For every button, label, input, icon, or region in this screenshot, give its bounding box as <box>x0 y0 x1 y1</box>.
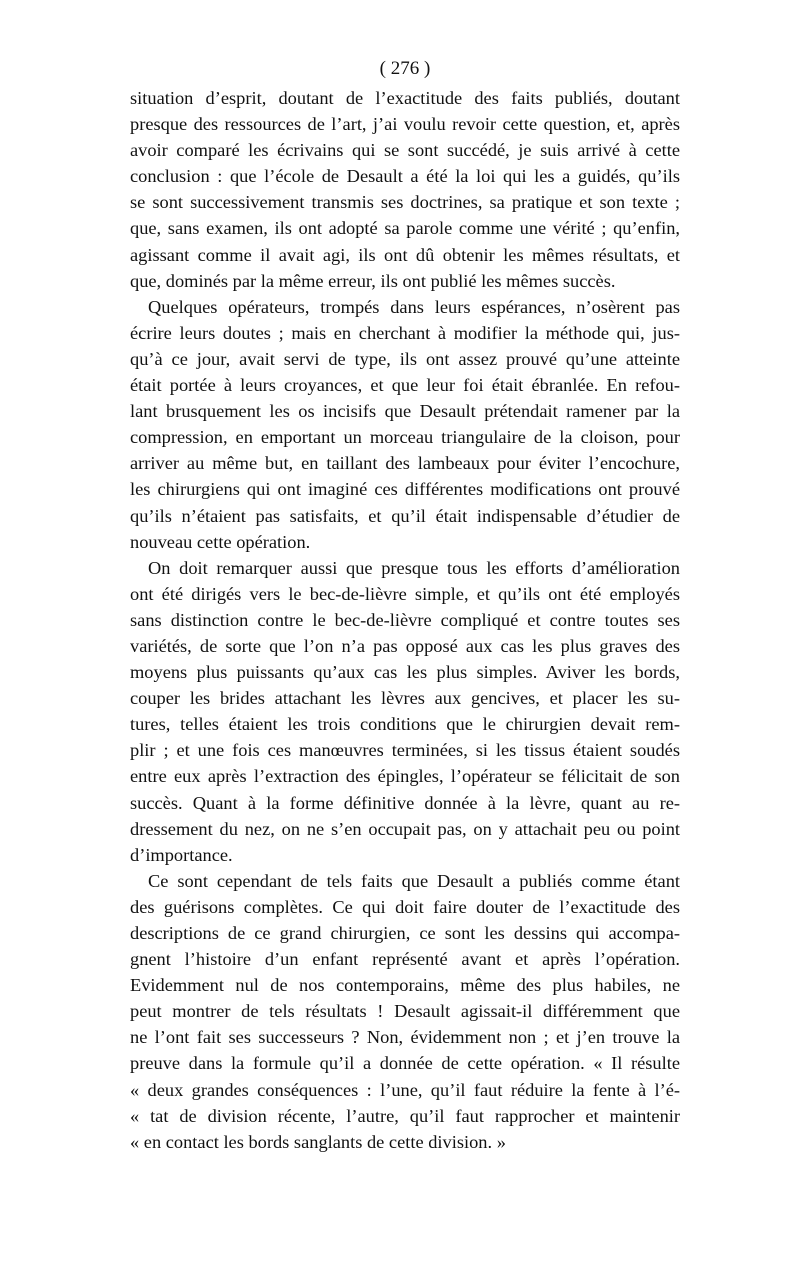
quote-line: « tat de division récente, l’autre, qu’il faut rapprocher et maintenir <box>130 1105 680 1126</box>
paragraph-3 <box>130 555 680 868</box>
paragraph-1 <box>130 85 680 294</box>
text-line: ne l’ont fait ses successeurs ? Non, évidemment non ; et j’en trouve la <box>130 1027 680 1048</box>
text-line: variétés, de sorte que l’on n’a pas opposé aux cas les plus graves des <box>130 635 680 656</box>
text-line: était portée à leurs croyances, et que leur foi était ébranlée. En refou- <box>130 375 680 396</box>
text-line: Evidemment nul de nos contemporains, même des plus habiles, ne <box>130 975 680 996</box>
text-line: Ce sont cependant de tels faits que Desault a publiés comme étant <box>148 870 680 891</box>
text-line: dressement du nez, on ne s’en occupait pas, on y attachait peu ou point <box>130 818 680 839</box>
text-line: écrire leurs doutes ; mais en cherchant à modifier la méthode qui, jus- <box>130 322 680 343</box>
text-line: couper les brides attachant les lèvres aux gencives, et placer les su- <box>130 688 680 709</box>
text-line: preuve dans la formule qu’il a donnée de cette opération. « Il résulte <box>130 1053 680 1074</box>
text-line: d’importance. <box>130 844 233 865</box>
text-line: sans distinction contre le bec-de-lièvre compliqué et contre toutes ses <box>130 609 680 630</box>
text-line: conclusion : que l’école de Desault a été la loi qui les a guidés, qu’ils <box>130 166 680 187</box>
text-line: agissant comme il avait agi, ils ont dû obtenir les mêmes résultats, et <box>130 244 680 265</box>
quote-line: « deux grandes conséquences : l’une, qu’il faut réduire la fente à l’é- <box>130 1079 680 1100</box>
paragraph-2 <box>130 294 680 555</box>
text-line: Quelques opérateurs, trompés dans leurs espérances, n’osèrent pas <box>148 296 680 317</box>
quote-line: « en contact les bords sanglants de cette division. » <box>130 1131 506 1152</box>
text-line: des guérisons complètes. Ce qui doit faire douter de l’exactitude des <box>130 896 680 917</box>
text-line: les chirurgiens qui ont imaginé ces différentes modifications ont prouvé <box>130 479 680 500</box>
text-line: entre eux après l’extraction des épingles, l’opérateur se félicitait de son <box>130 766 680 787</box>
text-line: lant brusquement les os incisifs que Desault prétendait ramener par la <box>130 401 680 422</box>
text-line: que, dominés par la même erreur, ils ont publié les mêmes succès. <box>130 270 616 291</box>
paragraph-4 <box>130 868 680 1155</box>
text-line: compression, en emportant un morceau triangulaire de la cloison, pour <box>130 427 680 448</box>
text-line: gnent l’histoire d’un enfant représenté avant et après l’opération. <box>130 949 680 970</box>
text-line: descriptions de ce grand chirurgien, ce sont les dessins qui accompa- <box>130 923 680 943</box>
text-line: presque des ressources de l’art, j’ai voulu revoir cette question, et, après <box>130 114 680 135</box>
text-line: arriver au même but, en taillant des lambeaux pour éviter l’encochure, <box>130 453 680 474</box>
text-line: qu’ils n’étaient pas satisfaits, et qu’il était indispensable d’étudier de <box>130 505 680 526</box>
text-line: peut montrer de tels résultats ! Desault agissait-il différemment que <box>130 1001 680 1022</box>
text-line: avoir comparé les écrivains qui se sont succédé, je suis arrivé à cette <box>130 140 680 161</box>
text-line: tures, telles étaient les trois conditions que le chirurgien devait rem- <box>130 714 680 735</box>
text-line: plir ; et une fois ces manœuvres terminées, si les tissus étaient soudés <box>130 740 680 761</box>
text-line: que, sans examen, ils ont adopté sa parole comme une vérité ; qu’enfin, <box>130 218 680 239</box>
text-line: qu’à ce jour, avait servi de type, ils ont assez prouvé qu’une atteinte <box>130 348 680 369</box>
text-line: succès. Quant à la forme définitive donnée à la lèvre, quant au re- <box>130 792 680 813</box>
text-line: moyens plus puissants qu’aux cas les plus simples. Aviver les bords, <box>130 662 680 683</box>
text-line: se sont successivement transmis ses doctrines, sa pratique et son texte ; <box>130 192 680 213</box>
text-line: nouveau cette opération. <box>130 531 311 552</box>
book-page <box>130 55 680 1155</box>
page-number: ( 276 ) <box>379 58 431 79</box>
text-line: ont été dirigés vers le bec-de-lièvre simple, et qu’ils ont été employés <box>130 583 680 604</box>
text-line: situation d’esprit, doutant de l’exactitude des faits publiés, doutant <box>130 88 680 108</box>
text-line: On doit remarquer aussi que presque tous les efforts d’amélioration <box>148 557 680 578</box>
